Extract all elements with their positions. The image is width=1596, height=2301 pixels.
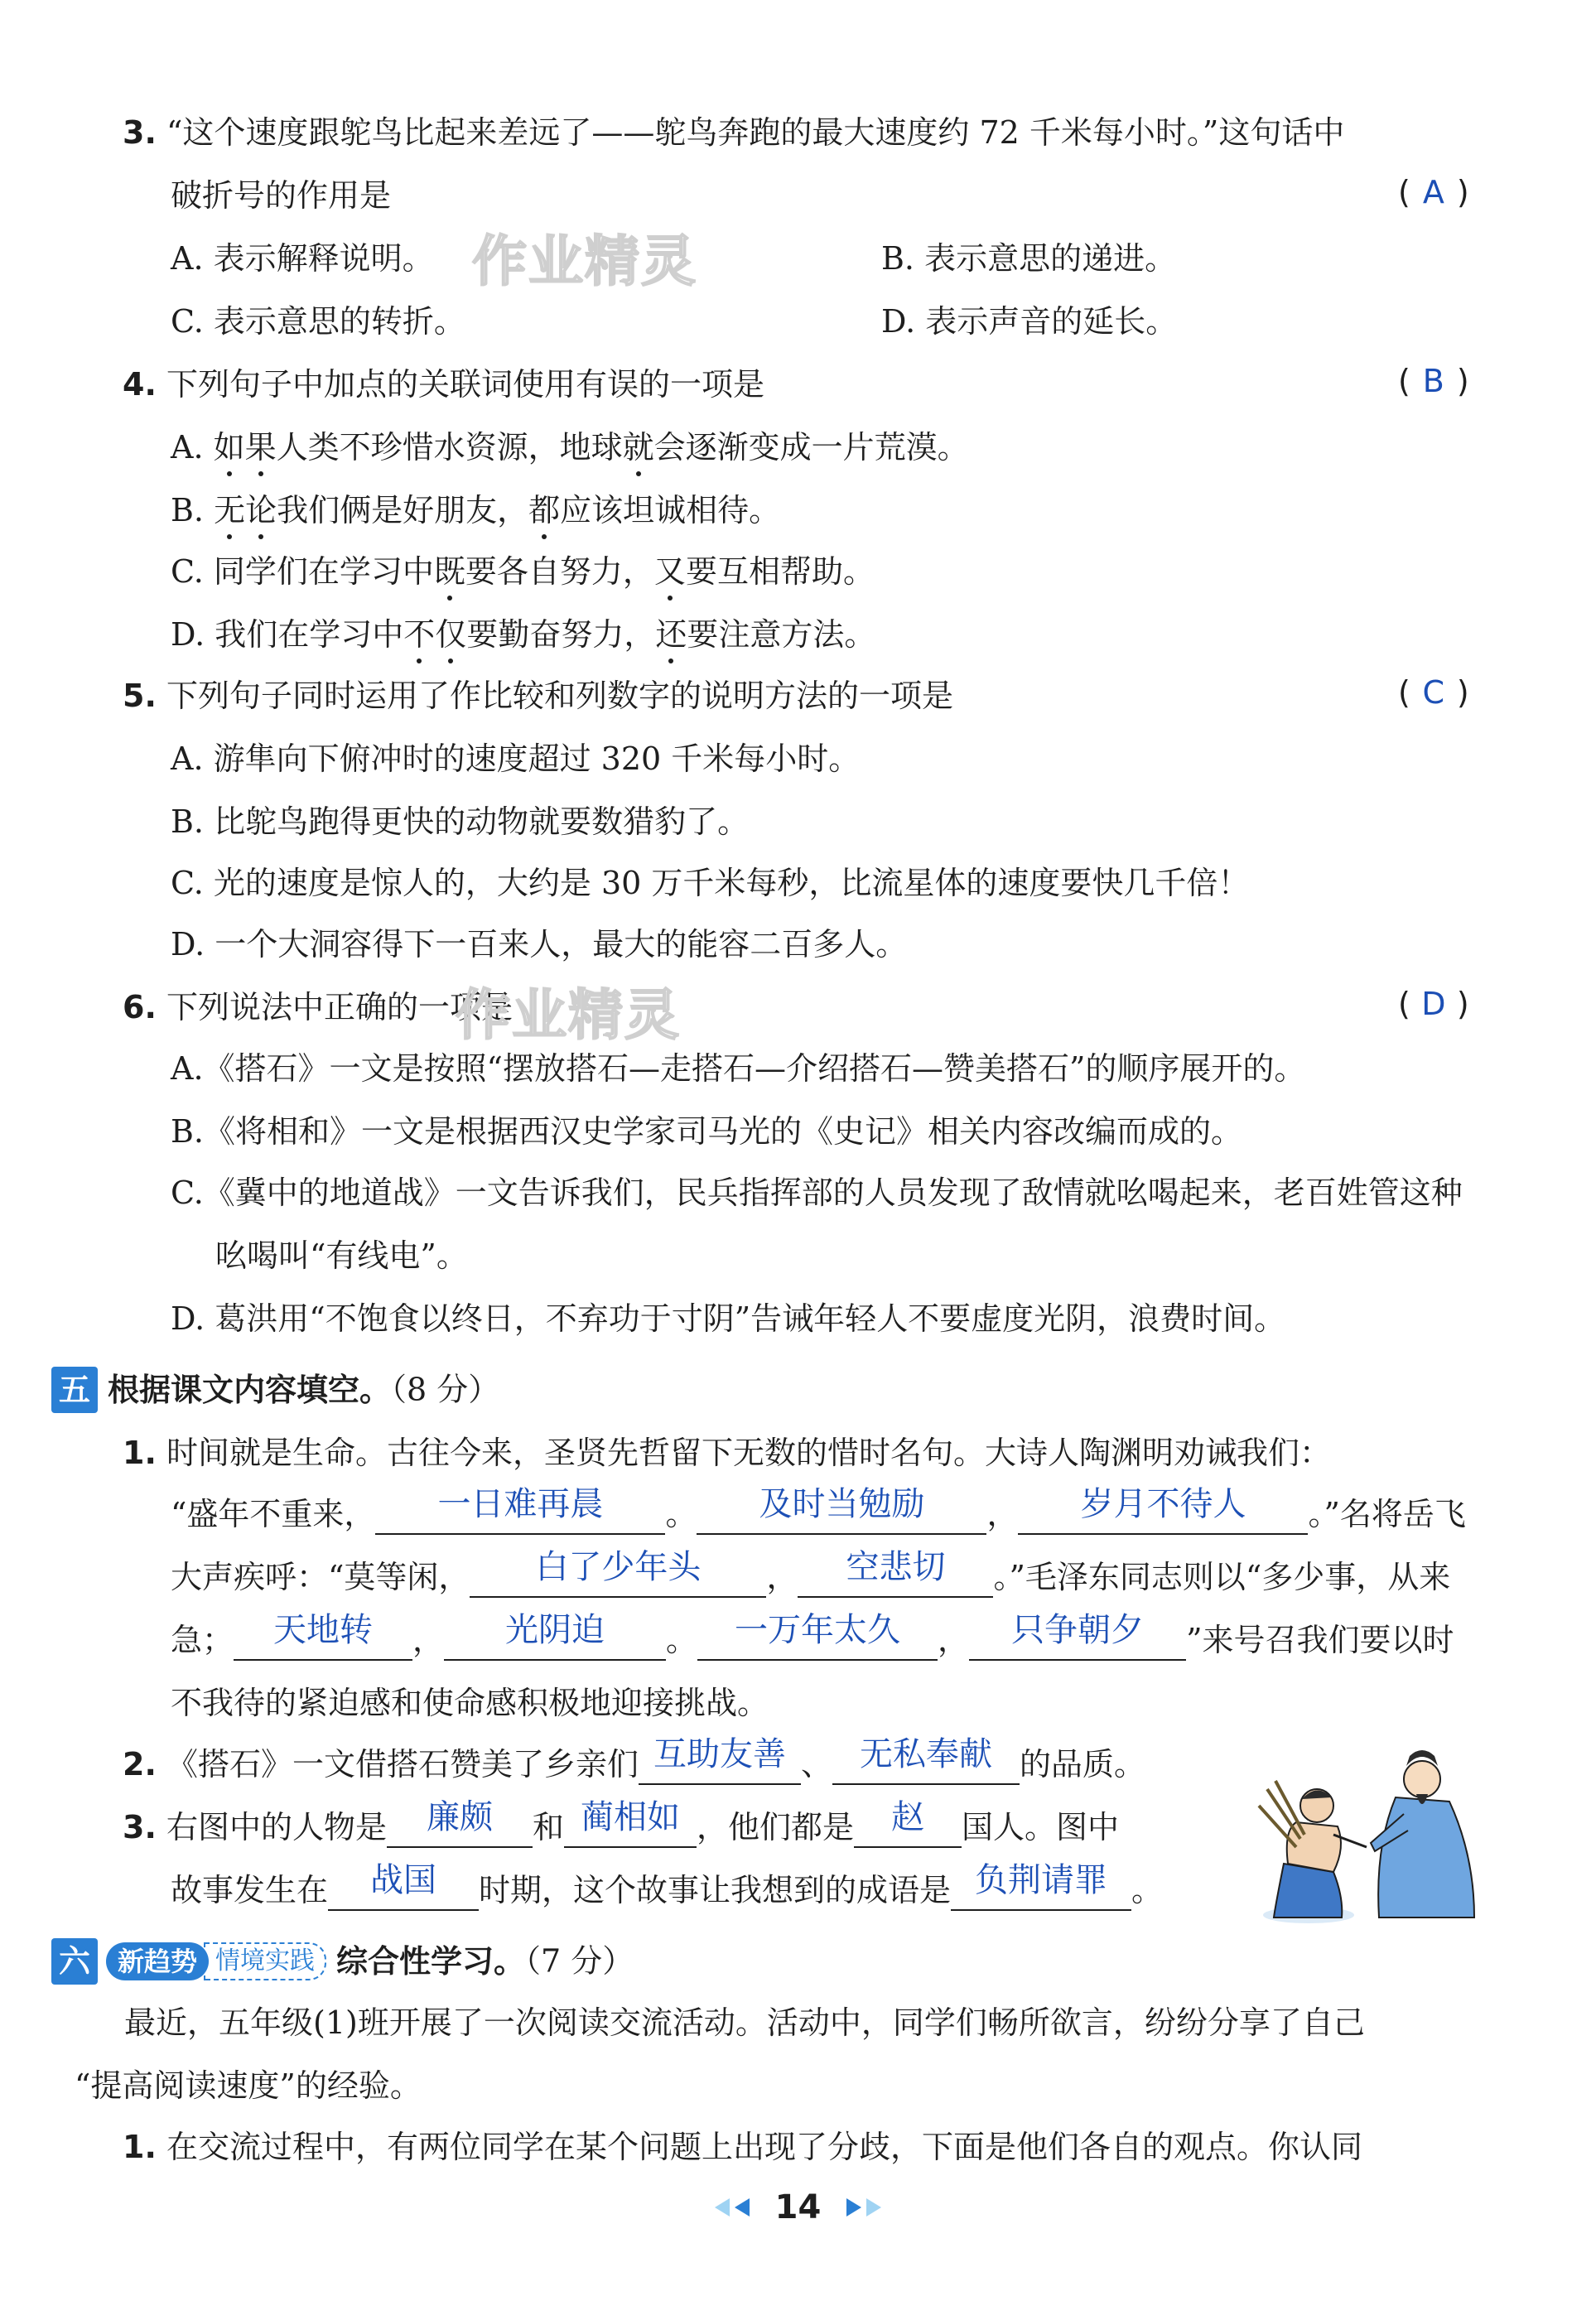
prev-arrow-icon [715,2198,730,2217]
s6-para-line1: 最近，五年级(1)班开展了一次阅读交流活动。活动中，同学们畅所欲言，纷纷分享了自己 [124,2004,1365,2041]
q4-stem: 4. 下列句子中加点的关联词使用有误的一项是 [123,366,764,403]
q5-stem: 5. 下列句子同时运用了作比较和列数字的说明方法的一项是 [123,678,953,714]
q4-option-b: B. 无论我们俩是好朋友，都应该坦诚相待。 [171,489,780,532]
blank[interactable]: 空悲切 [798,1558,993,1598]
s5-q1-line2: “盛年不重来， 一日难再晨 。 及时当勉励 ， 岁月不待人 。”名将岳飞 [171,1493,1466,1536]
prev-arrow-icon [735,2198,750,2217]
section-5-score: （8 分） [391,1371,500,1408]
watermark: 作业精灵 [472,229,697,293]
page-number: 14 [774,2188,822,2226]
s5-q3-line2: 故事发生在 战国 时期，这个故事让我想到的成语是 负荆请罪 。 [171,1869,1163,1912]
q3-option-a: A. 表示解释说明。 [171,240,434,277]
blank[interactable]: 一万年太久 [697,1621,938,1661]
q3-line1: 3. “这个速度跟鸵鸟比起来差远了——鸵鸟奔跑的最大速度约 72 千米每小时。”这句话中 [123,114,1345,151]
s6-para-line2: “提高阅读速度”的经验。 [75,2067,422,2104]
new-trend-badge: 新趋势 [106,1942,209,1980]
page-footer [0,2187,1596,2226]
q5-option-c: C. 光的速度是惊人的，大约是 30 万千米每秒，比流星体的速度要快几千倍！ [171,865,1250,901]
s6-q1: 1. 在交流过程中，有两位同学在某个问题上出现了分歧，下面是他们各自的观点。你认同 [123,2129,1362,2165]
blank[interactable]: 岁月不待人 [1018,1495,1308,1535]
section-6-score: （7 分） [525,1942,634,1980]
next-arrow-icon [846,2198,861,2217]
q3-answer-paren: ( A ) [1398,171,1469,214]
q6-option-d: D. 葛洪用“不饱食以终日，不弃功于寸阴”告诫年轻人不要虚度光阴，浪费时间。 [171,1300,1286,1337]
blank[interactable]: 蔺相如 [564,1808,697,1848]
illustration-figures [1251,1739,1507,1930]
q4-option-d: D. 我们在学习中不仅要勤奋努力，还要注意方法。 [171,613,875,656]
q5-answer-paren: ( C ) [1398,671,1469,714]
q6-option-a: A.《搭石》一文是按照“摆放搭石—走搭石—介绍搭石—赞美搭石”的顺序展开的。 [171,1050,1306,1087]
q6-option-c: C.《冀中的地道战》一文告诉我们，民兵指挥部的人员发现了敌情就吆喝起来，老百姓管这种 [171,1175,1463,1211]
blank[interactable]: 无私奉献 [832,1745,1020,1785]
watermark-2: 作业精灵 [456,983,681,1047]
q4-answer: B [1422,363,1444,399]
scenario-practice-badge: 情境实践 [204,1942,326,1980]
section-5-title: 根据课文内容填空。 [108,1371,392,1408]
s5-q1-line1: 1. 时间就是生命。古往今来，圣贤先哲留下无数的惜时名句。大诗人陶渊明劝诫我们： [123,1435,1331,1471]
q5-answer: C [1422,674,1445,711]
q4-option-a: A. 如果人类不珍惜水资源，地球就会逐渐变成一片荒漠。 [171,426,969,469]
blank[interactable]: 天地转 [234,1621,412,1661]
q5-option-a: A. 游隼向下俯冲时的速度超过 320 千米每小时。 [171,740,861,777]
section-5-heading [51,1362,499,1411]
q4-option-c: C. 同学们在学习中既要各自努力，又要互相帮助。 [171,550,875,593]
section-6-heading [51,1933,634,1983]
section-5-mark: 五 [51,1367,98,1413]
q5-option-d: D. 一个大洞容得下一百来人，最大的能容二百多人。 [171,926,908,962]
blank[interactable]: 互助友善 [639,1745,801,1785]
blank[interactable]: 及时当勉励 [697,1495,986,1535]
blank[interactable]: 白了少年头 [470,1558,766,1598]
blank[interactable]: 战国 [328,1871,479,1911]
q3-option-d: D. 表示声音的延长。 [881,303,1178,340]
section-6-title: 综合性学习。 [336,1942,526,1980]
q3-answer: A [1422,174,1444,210]
blank[interactable]: 赵 [854,1808,962,1848]
s5-q3-line1: 3. 右图中的人物是 廉颇 和 蔺相如 ，他们都是 赵 国人。图中 [123,1806,1119,1849]
q3-option-b: B. 表示意思的递进。 [881,240,1177,277]
q6-option-b: B.《将相和》一文是根据西汉史学家司马光的《史记》相关内容改编而成的。 [171,1113,1243,1150]
blank[interactable]: 负荆请罪 [951,1871,1131,1911]
blank[interactable]: 光阴迫 [444,1621,666,1661]
section-6-mark: 六 [51,1938,98,1985]
q3-option-c: C. 表示意思的转折。 [171,303,465,340]
blank[interactable]: 一日难再晨 [375,1495,665,1535]
q4-answer-paren: ( B ) [1398,359,1469,403]
q5-option-b: B. 比鸵鸟跑得更快的动物就要数猎豹了。 [171,803,750,840]
q6-answer-paren: ( D ) [1398,982,1469,1025]
q6-stem: 6. 下列说法中正确的一项是 [123,989,513,1025]
s5-q1-line3: 大声疾呼：“莫等闲， 白了少年头 ， 空悲切 。”毛泽东同志则以“多少事，从来 [171,1556,1450,1599]
q3-line2: 破折号的作用是 [171,177,392,214]
q6-option-c-cont: 吆喝叫“有线电”。 [215,1237,468,1274]
s5-q1-line4: 急； 天地转 ， 光阴迫 。 一万年太久 ， 只争朝夕 ”来号召我们要以时 [171,1618,1454,1662]
next-arrow-icon [866,2198,881,2217]
blank[interactable]: 廉颇 [387,1808,533,1848]
q6-answer: D [1421,986,1446,1022]
s5-q1-line5: 不我待的紧迫感和使命感积极地迎接挑战。 [171,1685,769,1721]
blank[interactable]: 只争朝夕 [969,1621,1186,1661]
s5-q2: 2. 《搭石》一文借搭石赞美了乡亲们 互助友善 、 无私奉献 的品质。 [123,1743,1145,1786]
